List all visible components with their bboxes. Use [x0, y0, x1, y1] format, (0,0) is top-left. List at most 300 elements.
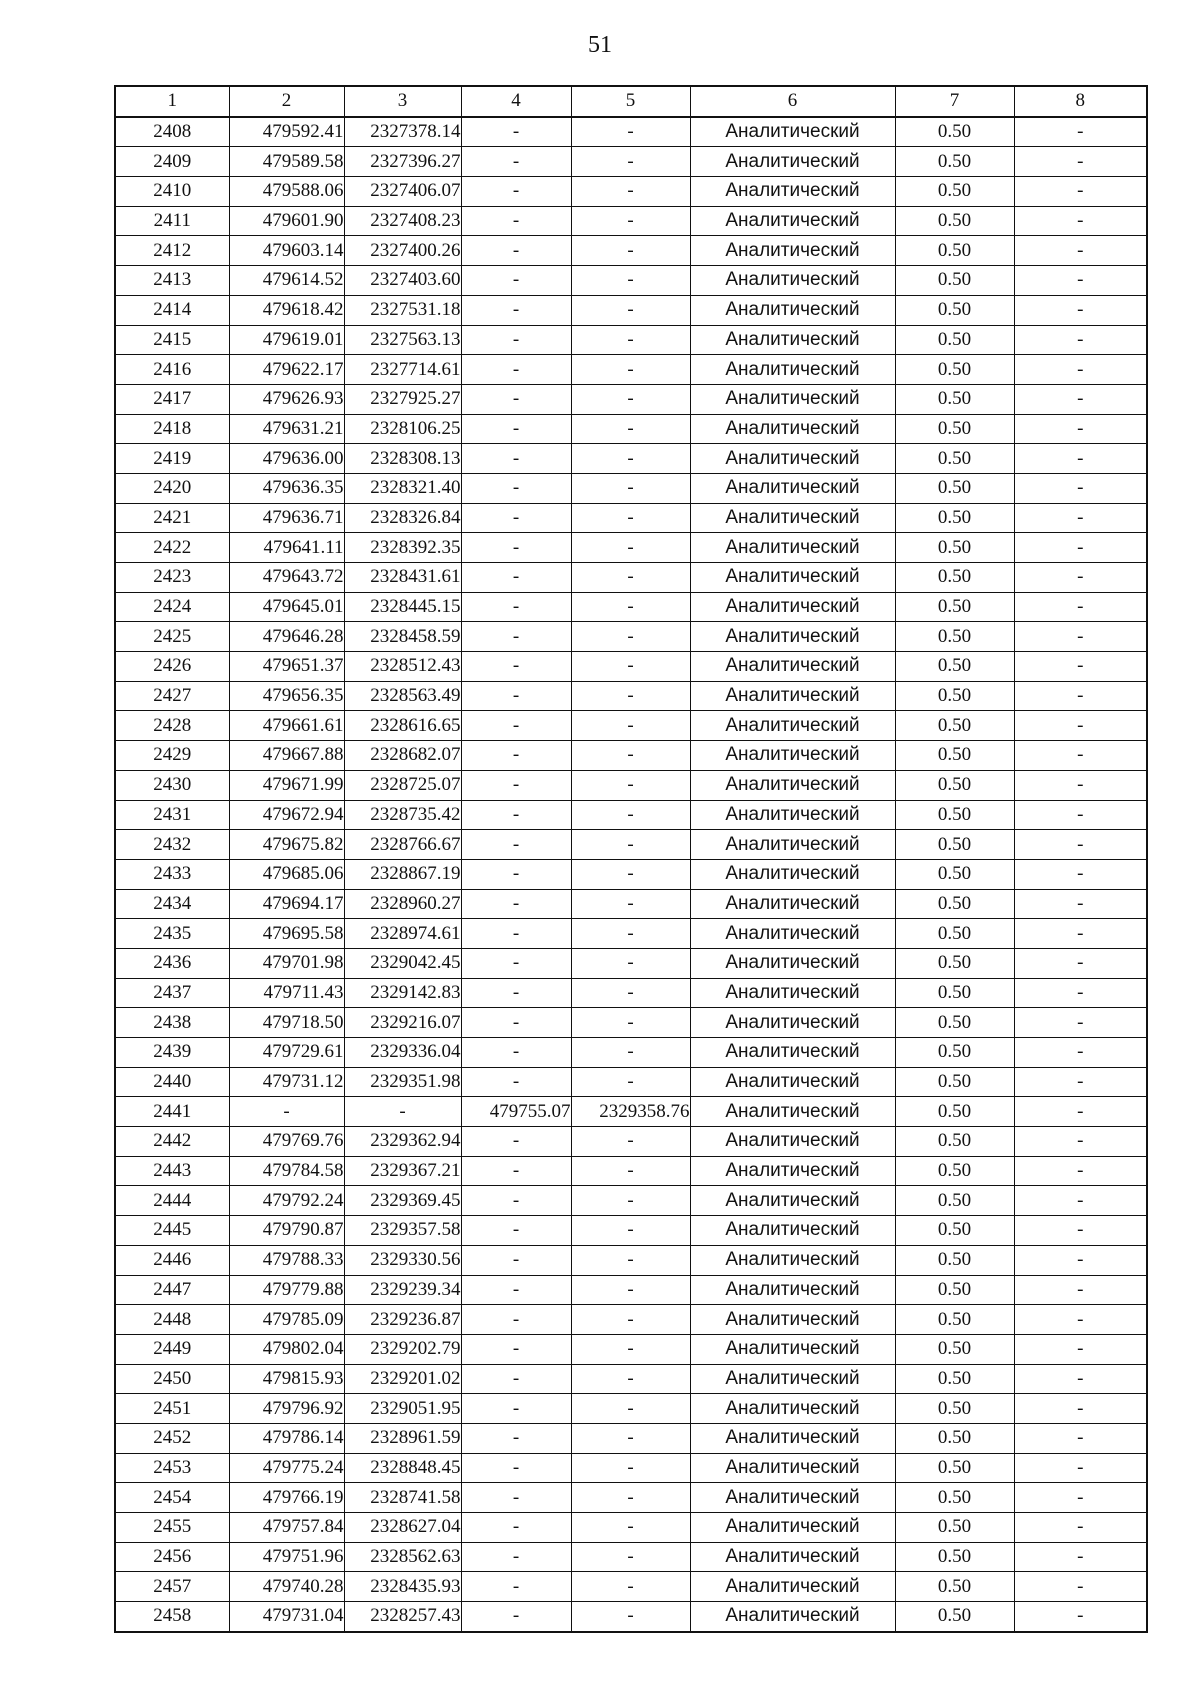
- cell-x-coordinate-alt: -: [461, 1334, 571, 1364]
- cell-y-coordinate: 2328321.40: [344, 473, 461, 503]
- cell-x-coordinate: 479622.17: [229, 355, 344, 385]
- column-header-3: 3: [344, 86, 461, 117]
- cell-x-coordinate-alt: -: [461, 622, 571, 652]
- cell-point-number: 2456: [115, 1542, 229, 1572]
- cell-x-coordinate-alt: -: [461, 1275, 571, 1305]
- table-row: [115, 741, 1147, 771]
- cell-point-number: 2444: [115, 1186, 229, 1216]
- cell-y-coordinate-alt: -: [571, 1067, 690, 1097]
- cell-note: -: [1014, 1127, 1147, 1157]
- cell-method: Аналитический: [690, 592, 895, 622]
- cell-note: -: [1014, 533, 1147, 563]
- cell-accuracy: 0.50: [895, 1364, 1014, 1394]
- table-row: [115, 1038, 1147, 1068]
- cell-x-coordinate: 479711.43: [229, 978, 344, 1008]
- cell-point-number: 2413: [115, 266, 229, 296]
- table-row: [115, 830, 1147, 860]
- cell-y-coordinate-alt: -: [571, 1542, 690, 1572]
- cell-y-coordinate-alt: -: [571, 384, 690, 414]
- cell-y-coordinate-alt: -: [571, 236, 690, 266]
- table-row: [115, 177, 1147, 207]
- cell-note: -: [1014, 1038, 1147, 1068]
- cell-method: Аналитический: [690, 681, 895, 711]
- cell-method: Аналитический: [690, 1453, 895, 1483]
- cell-point-number: 2442: [115, 1127, 229, 1157]
- cell-y-coordinate-alt: -: [571, 592, 690, 622]
- cell-x-coordinate: 479695.58: [229, 919, 344, 949]
- cell-x-coordinate: 479675.82: [229, 830, 344, 860]
- cell-note: -: [1014, 681, 1147, 711]
- cell-x-coordinate: 479603.14: [229, 236, 344, 266]
- cell-point-number: 2410: [115, 177, 229, 207]
- cell-point-number: 2448: [115, 1305, 229, 1335]
- cell-method: Аналитический: [690, 355, 895, 385]
- cell-x-coordinate: -: [229, 1097, 344, 1127]
- cell-x-coordinate-alt: -: [461, 741, 571, 771]
- cell-y-coordinate-alt: -: [571, 859, 690, 889]
- cell-x-coordinate: 479589.58: [229, 147, 344, 177]
- cell-y-coordinate: 2329239.34: [344, 1275, 461, 1305]
- cell-y-coordinate: 2329336.04: [344, 1038, 461, 1068]
- cell-point-number: 2421: [115, 503, 229, 533]
- cell-point-number: 2443: [115, 1156, 229, 1186]
- column-header-1: 1: [115, 86, 229, 117]
- cell-x-coordinate: 479740.28: [229, 1572, 344, 1602]
- cell-method: Аналитический: [690, 236, 895, 266]
- cell-y-coordinate: 2327396.27: [344, 147, 461, 177]
- table-row: [115, 473, 1147, 503]
- table-row: [115, 563, 1147, 593]
- cell-method: Аналитический: [690, 889, 895, 919]
- table-row: [115, 444, 1147, 474]
- cell-y-coordinate-alt: -: [571, 444, 690, 474]
- table-row: [115, 1127, 1147, 1157]
- cell-y-coordinate-alt: -: [571, 1127, 690, 1157]
- column-header-6: 6: [690, 86, 895, 117]
- table-body: [115, 117, 1147, 1632]
- cell-y-coordinate-alt: -: [571, 681, 690, 711]
- cell-accuracy: 0.50: [895, 295, 1014, 325]
- cell-y-coordinate-alt: -: [571, 533, 690, 563]
- cell-y-coordinate: 2328848.45: [344, 1453, 461, 1483]
- cell-y-coordinate-alt: -: [571, 147, 690, 177]
- cell-accuracy: 0.50: [895, 206, 1014, 236]
- cell-point-number: 2449: [115, 1334, 229, 1364]
- cell-x-coordinate-alt: -: [461, 681, 571, 711]
- cell-x-coordinate-alt: -: [461, 830, 571, 860]
- cell-y-coordinate: 2328562.63: [344, 1542, 461, 1572]
- cell-note: -: [1014, 1097, 1147, 1127]
- cell-method: Аналитический: [690, 919, 895, 949]
- cell-y-coordinate-alt: 2329358.76: [571, 1097, 690, 1127]
- cell-x-coordinate: 479685.06: [229, 859, 344, 889]
- cell-y-coordinate: 2329142.83: [344, 978, 461, 1008]
- cell-note: -: [1014, 384, 1147, 414]
- table-row: [115, 948, 1147, 978]
- cell-x-coordinate: 479790.87: [229, 1216, 344, 1246]
- cell-note: -: [1014, 206, 1147, 236]
- cell-accuracy: 0.50: [895, 1513, 1014, 1543]
- cell-point-number: 2412: [115, 236, 229, 266]
- cell-note: -: [1014, 1423, 1147, 1453]
- cell-x-coordinate-alt: -: [461, 859, 571, 889]
- table-row: [115, 1423, 1147, 1453]
- cell-y-coordinate-alt: -: [571, 948, 690, 978]
- cell-x-coordinate-alt: -: [461, 177, 571, 207]
- table-row: [115, 622, 1147, 652]
- cell-x-coordinate-alt: -: [461, 325, 571, 355]
- cell-point-number: 2426: [115, 652, 229, 682]
- cell-accuracy: 0.50: [895, 919, 1014, 949]
- cell-method: Аналитический: [690, 147, 895, 177]
- cell-accuracy: 0.50: [895, 1483, 1014, 1513]
- cell-accuracy: 0.50: [895, 503, 1014, 533]
- cell-x-coordinate: 479766.19: [229, 1483, 344, 1513]
- cell-point-number: 2420: [115, 473, 229, 503]
- cell-point-number: 2419: [115, 444, 229, 474]
- cell-accuracy: 0.50: [895, 1186, 1014, 1216]
- cell-y-coordinate-alt: -: [571, 503, 690, 533]
- cell-x-coordinate: 479731.04: [229, 1602, 344, 1632]
- cell-y-coordinate: 2329357.58: [344, 1216, 461, 1246]
- cell-y-coordinate-alt: -: [571, 563, 690, 593]
- cell-point-number: 2451: [115, 1394, 229, 1424]
- cell-y-coordinate: 2329042.45: [344, 948, 461, 978]
- cell-accuracy: 0.50: [895, 147, 1014, 177]
- cell-x-coordinate-alt: -: [461, 889, 571, 919]
- cell-method: Аналитический: [690, 859, 895, 889]
- cell-y-coordinate-alt: -: [571, 741, 690, 771]
- cell-x-coordinate-alt: -: [461, 978, 571, 1008]
- cell-x-coordinate: 479757.84: [229, 1513, 344, 1543]
- table-row: [115, 325, 1147, 355]
- cell-y-coordinate: 2328735.42: [344, 800, 461, 830]
- cell-y-coordinate-alt: -: [571, 622, 690, 652]
- cell-y-coordinate-alt: -: [571, 473, 690, 503]
- table-row: [115, 889, 1147, 919]
- cell-note: -: [1014, 177, 1147, 207]
- cell-y-coordinate: 2328725.07: [344, 770, 461, 800]
- cell-y-coordinate-alt: -: [571, 1186, 690, 1216]
- table-row: [115, 919, 1147, 949]
- table-row: [115, 1334, 1147, 1364]
- cell-x-coordinate: 479667.88: [229, 741, 344, 771]
- cell-y-coordinate-alt: -: [571, 830, 690, 860]
- cell-method: Аналитический: [690, 1067, 895, 1097]
- cell-x-coordinate: 479779.88: [229, 1275, 344, 1305]
- cell-x-coordinate-alt: -: [461, 1364, 571, 1394]
- cell-method: Аналитический: [690, 711, 895, 741]
- cell-x-coordinate: 479636.00: [229, 444, 344, 474]
- table-row: [115, 1067, 1147, 1097]
- cell-x-coordinate-alt: -: [461, 444, 571, 474]
- cell-y-coordinate-alt: -: [571, 117, 690, 147]
- cell-x-coordinate-alt: -: [461, 919, 571, 949]
- cell-y-coordinate: 2328682.07: [344, 741, 461, 771]
- cell-note: -: [1014, 741, 1147, 771]
- cell-y-coordinate-alt: -: [571, 1423, 690, 1453]
- cell-method: Аналитический: [690, 1572, 895, 1602]
- cell-x-coordinate-alt: -: [461, 1453, 571, 1483]
- cell-y-coordinate: 2328741.58: [344, 1483, 461, 1513]
- table-row: [115, 355, 1147, 385]
- cell-point-number: 2452: [115, 1423, 229, 1453]
- cell-accuracy: 0.50: [895, 384, 1014, 414]
- cell-x-coordinate: 479626.93: [229, 384, 344, 414]
- cell-x-coordinate-alt: -: [461, 711, 571, 741]
- table-row: [115, 533, 1147, 563]
- cell-accuracy: 0.50: [895, 741, 1014, 771]
- cell-method: Аналитический: [690, 206, 895, 236]
- cell-method: Аналитический: [690, 1483, 895, 1513]
- cell-y-coordinate-alt: -: [571, 1572, 690, 1602]
- cell-y-coordinate: 2329216.07: [344, 1008, 461, 1038]
- cell-accuracy: 0.50: [895, 652, 1014, 682]
- table-row: [115, 681, 1147, 711]
- cell-x-coordinate-alt: -: [461, 147, 571, 177]
- cell-note: -: [1014, 948, 1147, 978]
- cell-x-coordinate-alt: -: [461, 800, 571, 830]
- cell-y-coordinate: 2329236.87: [344, 1305, 461, 1335]
- cell-x-coordinate-alt: -: [461, 948, 571, 978]
- cell-x-coordinate: 479775.24: [229, 1453, 344, 1483]
- cell-accuracy: 0.50: [895, 236, 1014, 266]
- cell-y-coordinate-alt: -: [571, 770, 690, 800]
- column-header-4: 4: [461, 86, 571, 117]
- cell-y-coordinate: 2327531.18: [344, 295, 461, 325]
- cell-y-coordinate-alt: -: [571, 1038, 690, 1068]
- cell-accuracy: 0.50: [895, 266, 1014, 296]
- column-header-8: 8: [1014, 86, 1147, 117]
- cell-y-coordinate: 2329362.94: [344, 1127, 461, 1157]
- table-row: [115, 117, 1147, 147]
- table-row: [115, 295, 1147, 325]
- cell-y-coordinate: 2329330.56: [344, 1245, 461, 1275]
- cell-method: Аналитический: [690, 1097, 895, 1127]
- cell-x-coordinate-alt: -: [461, 1008, 571, 1038]
- cell-note: -: [1014, 1186, 1147, 1216]
- cell-y-coordinate: 2328563.49: [344, 681, 461, 711]
- cell-x-coordinate: 479785.09: [229, 1305, 344, 1335]
- cell-x-coordinate: 479769.76: [229, 1127, 344, 1157]
- cell-accuracy: 0.50: [895, 711, 1014, 741]
- cell-y-coordinate: 2328961.59: [344, 1423, 461, 1453]
- cell-method: Аналитический: [690, 1364, 895, 1394]
- cell-y-coordinate-alt: -: [571, 800, 690, 830]
- cell-note: -: [1014, 117, 1147, 147]
- cell-y-coordinate: 2327408.23: [344, 206, 461, 236]
- cell-x-coordinate-alt: -: [461, 295, 571, 325]
- cell-point-number: 2437: [115, 978, 229, 1008]
- cell-x-coordinate: 479651.37: [229, 652, 344, 682]
- cell-x-coordinate: 479751.96: [229, 1542, 344, 1572]
- cell-y-coordinate-alt: -: [571, 1364, 690, 1394]
- cell-y-coordinate-alt: -: [571, 1245, 690, 1275]
- cell-accuracy: 0.50: [895, 1453, 1014, 1483]
- cell-method: Аналитический: [690, 1127, 895, 1157]
- cell-y-coordinate-alt: -: [571, 1216, 690, 1246]
- table-row: [115, 1305, 1147, 1335]
- cell-accuracy: 0.50: [895, 830, 1014, 860]
- cell-x-coordinate: 479671.99: [229, 770, 344, 800]
- table-row: [115, 1097, 1147, 1127]
- cell-method: Аналитический: [690, 1038, 895, 1068]
- cell-y-coordinate-alt: -: [571, 1334, 690, 1364]
- cell-x-coordinate-alt: -: [461, 1216, 571, 1246]
- cell-x-coordinate: 479631.21: [229, 414, 344, 444]
- table-row: [115, 1572, 1147, 1602]
- cell-point-number: 2428: [115, 711, 229, 741]
- cell-accuracy: 0.50: [895, 978, 1014, 1008]
- cell-note: -: [1014, 1394, 1147, 1424]
- cell-y-coordinate-alt: -: [571, 1008, 690, 1038]
- cell-point-number: 2409: [115, 147, 229, 177]
- cell-note: -: [1014, 295, 1147, 325]
- coordinates-table: [114, 85, 1148, 1633]
- cell-method: Аналитический: [690, 1334, 895, 1364]
- cell-point-number: 2447: [115, 1275, 229, 1305]
- cell-y-coordinate-alt: -: [571, 1156, 690, 1186]
- cell-method: Аналитический: [690, 1186, 895, 1216]
- cell-x-coordinate: 479672.94: [229, 800, 344, 830]
- table-row: [115, 592, 1147, 622]
- column-header-5: 5: [571, 86, 690, 117]
- cell-x-coordinate-alt: -: [461, 355, 571, 385]
- cell-method: Аналитический: [690, 325, 895, 355]
- cell-method: Аналитический: [690, 622, 895, 652]
- cell-point-number: 2432: [115, 830, 229, 860]
- table-row: [115, 859, 1147, 889]
- cell-method: Аналитический: [690, 533, 895, 563]
- cell-note: -: [1014, 859, 1147, 889]
- cell-accuracy: 0.50: [895, 681, 1014, 711]
- cell-note: -: [1014, 1275, 1147, 1305]
- cell-accuracy: 0.50: [895, 473, 1014, 503]
- cell-x-coordinate-alt: -: [461, 1245, 571, 1275]
- cell-point-number: 2418: [115, 414, 229, 444]
- cell-point-number: 2441: [115, 1097, 229, 1127]
- cell-y-coordinate: 2328445.15: [344, 592, 461, 622]
- cell-point-number: 2455: [115, 1513, 229, 1543]
- cell-accuracy: 0.50: [895, 117, 1014, 147]
- cell-y-coordinate-alt: -: [571, 1513, 690, 1543]
- cell-x-coordinate-alt: -: [461, 414, 571, 444]
- cell-method: Аналитический: [690, 473, 895, 503]
- cell-x-coordinate: 479601.90: [229, 206, 344, 236]
- table-row: [115, 147, 1147, 177]
- cell-method: Аналитический: [690, 1394, 895, 1424]
- cell-accuracy: 0.50: [895, 1008, 1014, 1038]
- cell-note: -: [1014, 1008, 1147, 1038]
- cell-x-coordinate-alt: -: [461, 1038, 571, 1068]
- cell-x-coordinate: 479694.17: [229, 889, 344, 919]
- cell-y-coordinate: 2327563.13: [344, 325, 461, 355]
- cell-y-coordinate: 2328960.27: [344, 889, 461, 919]
- cell-x-coordinate-alt: -: [461, 1394, 571, 1424]
- cell-note: -: [1014, 473, 1147, 503]
- table-row: [115, 266, 1147, 296]
- cell-x-coordinate-alt: -: [461, 1156, 571, 1186]
- cell-method: Аналитический: [690, 1275, 895, 1305]
- table-header-row: [115, 86, 1147, 117]
- cell-x-coordinate: 479619.01: [229, 325, 344, 355]
- cell-point-number: 2417: [115, 384, 229, 414]
- cell-x-coordinate: 479656.35: [229, 681, 344, 711]
- table-row: [115, 1216, 1147, 1246]
- cell-x-coordinate-alt: -: [461, 1483, 571, 1513]
- cell-y-coordinate: -: [344, 1097, 461, 1127]
- cell-method: Аналитический: [690, 1305, 895, 1335]
- cell-y-coordinate-alt: -: [571, 1453, 690, 1483]
- cell-y-coordinate: 2328766.67: [344, 830, 461, 860]
- cell-x-coordinate-alt: -: [461, 266, 571, 296]
- cell-x-coordinate-alt: -: [461, 473, 571, 503]
- cell-method: Аналитический: [690, 800, 895, 830]
- table-row: [115, 770, 1147, 800]
- cell-note: -: [1014, 355, 1147, 385]
- cell-point-number: 2424: [115, 592, 229, 622]
- cell-point-number: 2440: [115, 1067, 229, 1097]
- cell-note: -: [1014, 1542, 1147, 1572]
- cell-y-coordinate: 2328627.04: [344, 1513, 461, 1543]
- cell-point-number: 2433: [115, 859, 229, 889]
- cell-method: Аналитический: [690, 652, 895, 682]
- cell-method: Аналитический: [690, 384, 895, 414]
- cell-accuracy: 0.50: [895, 800, 1014, 830]
- cell-x-coordinate: 479786.14: [229, 1423, 344, 1453]
- cell-accuracy: 0.50: [895, 533, 1014, 563]
- cell-x-coordinate: 479646.28: [229, 622, 344, 652]
- cell-note: -: [1014, 592, 1147, 622]
- cell-y-coordinate: 2327925.27: [344, 384, 461, 414]
- cell-y-coordinate: 2328326.84: [344, 503, 461, 533]
- cell-x-coordinate-alt: -: [461, 1067, 571, 1097]
- table-row: [115, 1364, 1147, 1394]
- cell-y-coordinate: 2328257.43: [344, 1602, 461, 1632]
- cell-y-coordinate-alt: -: [571, 295, 690, 325]
- cell-x-coordinate-alt: -: [461, 533, 571, 563]
- cell-y-coordinate-alt: -: [571, 355, 690, 385]
- cell-x-coordinate: 479588.06: [229, 177, 344, 207]
- cell-x-coordinate-alt: -: [461, 1513, 571, 1543]
- cell-x-coordinate: 479636.35: [229, 473, 344, 503]
- cell-accuracy: 0.50: [895, 1245, 1014, 1275]
- table-row: [115, 978, 1147, 1008]
- cell-note: -: [1014, 711, 1147, 741]
- cell-note: -: [1014, 1067, 1147, 1097]
- cell-note: -: [1014, 919, 1147, 949]
- cell-note: -: [1014, 444, 1147, 474]
- cell-note: -: [1014, 414, 1147, 444]
- cell-x-coordinate-alt: -: [461, 563, 571, 593]
- cell-method: Аналитический: [690, 770, 895, 800]
- cell-y-coordinate: 2327400.26: [344, 236, 461, 266]
- table-row: [115, 1513, 1147, 1543]
- cell-method: Аналитический: [690, 563, 895, 593]
- cell-x-coordinate-alt: -: [461, 652, 571, 682]
- cell-note: -: [1014, 563, 1147, 593]
- cell-point-number: 2434: [115, 889, 229, 919]
- cell-x-coordinate: 479592.41: [229, 117, 344, 147]
- cell-y-coordinate: 2329351.98: [344, 1067, 461, 1097]
- cell-note: -: [1014, 770, 1147, 800]
- cell-point-number: 2425: [115, 622, 229, 652]
- cell-accuracy: 0.50: [895, 1394, 1014, 1424]
- cell-accuracy: 0.50: [895, 1305, 1014, 1335]
- cell-method: Аналитический: [690, 1542, 895, 1572]
- cell-method: Аналитический: [690, 948, 895, 978]
- cell-x-coordinate: 479618.42: [229, 295, 344, 325]
